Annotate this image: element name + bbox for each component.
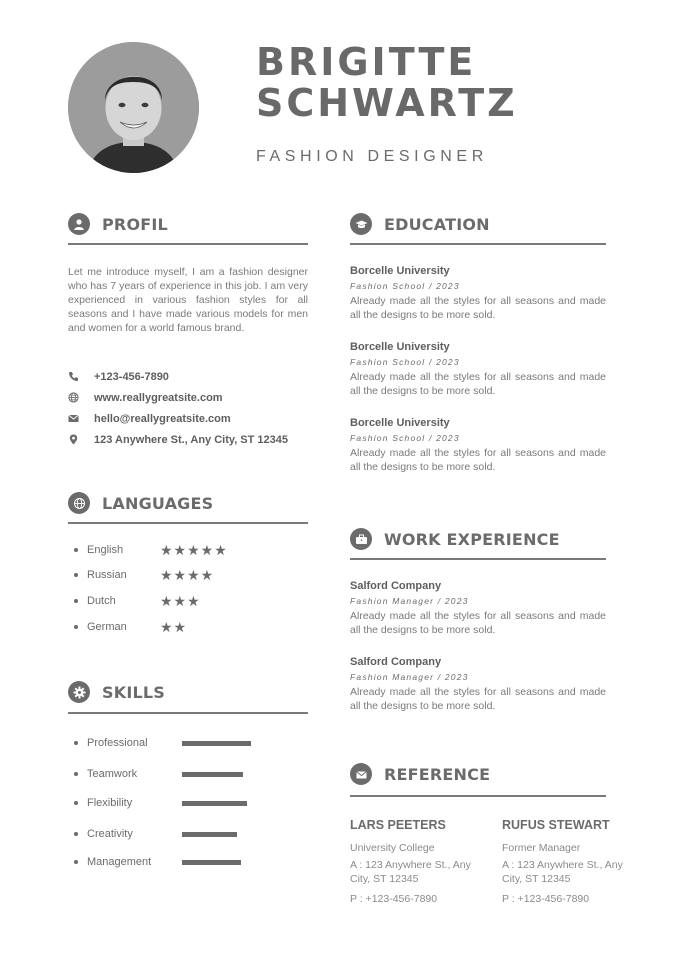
skill-name: Professional <box>87 737 148 749</box>
work-heading: WORK EXPERIENCE <box>384 529 560 549</box>
skills-section <box>68 680 308 714</box>
language-name: Dutch <box>87 595 116 607</box>
languages-divider <box>68 522 308 524</box>
entry-description: Already made all the styles for all seasons and made all the designs to be more sold. <box>350 446 606 473</box>
job-title: FASHION DESIGNER <box>256 148 488 165</box>
contact-address <box>68 429 308 450</box>
entry-description: Already made all the styles for all seasons and made all the designs to be more sold. <box>350 294 606 321</box>
reference-section <box>350 762 606 797</box>
entry-title: Borcelle University <box>350 264 450 277</box>
bullet <box>74 625 78 629</box>
entry-title: Salford Company <box>350 579 442 592</box>
skills-heading: SKILLS <box>102 682 165 702</box>
entry-subtitle: Fashion Manager / 2023 <box>350 595 469 606</box>
skill-track <box>182 801 262 806</box>
skill-name: Flexibility <box>87 797 133 809</box>
candidate-name <box>256 42 518 124</box>
entry-title: Borcelle University <box>350 416 450 429</box>
education-divider <box>350 243 606 245</box>
phone-icon <box>68 371 79 382</box>
reference-heading: REFERENCE <box>384 764 491 784</box>
reference-address: A : 123 Anywhere St., Any City, ST 12345 <box>502 859 623 885</box>
graduation-cap-icon <box>350 213 372 235</box>
work-entry <box>350 580 606 637</box>
language-item <box>68 591 308 611</box>
skill-bar <box>182 832 237 837</box>
education-section <box>350 212 606 474</box>
name-line-2: SCHWARTZ <box>256 81 518 125</box>
skills-header <box>68 680 308 704</box>
reference-header <box>350 762 606 786</box>
envelope-icon <box>350 763 372 785</box>
entry-title: Borcelle University <box>350 340 450 353</box>
language-rating: ★★ <box>160 618 188 635</box>
languages-heading: LANGUAGES <box>102 493 214 513</box>
skill-item <box>68 733 308 753</box>
skills-list <box>68 733 308 872</box>
bullet <box>74 741 78 745</box>
reference-address: A : 123 Anywhere St., Any City, ST 12345 <box>350 859 471 885</box>
entry-description: Already made all the styles for all seasons and made all the designs to be more sold. <box>350 370 606 397</box>
entry-subtitle: Fashion Manager / 2023 <box>350 671 469 682</box>
reference-card <box>350 818 490 906</box>
portrait-image <box>68 42 199 173</box>
work-header <box>350 527 606 551</box>
skill-bar <box>182 860 241 865</box>
reference-divider <box>350 795 606 797</box>
entry-description: Already made all the styles for all seasons and made all the designs to be more sold. <box>350 685 606 712</box>
language-name: English <box>87 544 124 556</box>
bullet <box>74 573 78 577</box>
skill-item <box>68 852 308 872</box>
skill-item <box>68 764 308 784</box>
bullet <box>74 801 78 805</box>
skills-divider <box>68 712 308 714</box>
skill-track <box>182 860 262 865</box>
reference-name: LARS PEETERS <box>350 818 446 832</box>
language-item <box>68 617 308 637</box>
reference-org: Former Manager <box>502 842 581 854</box>
skill-bar <box>182 741 251 746</box>
briefcase-icon <box>350 528 372 550</box>
work-entry <box>350 656 606 713</box>
skill-item <box>68 824 308 844</box>
name-line-1: BRIGITTE <box>256 40 477 84</box>
globe-icon <box>68 492 90 514</box>
profile-section <box>68 212 308 335</box>
skill-name: Teamwork <box>87 768 138 780</box>
profile-divider <box>68 243 308 245</box>
email-text[interactable]: hello@reallygreatsite.com <box>94 412 231 425</box>
location-pin-icon <box>68 434 79 445</box>
reference-name: RUFUS STEWART <box>502 818 610 832</box>
reference-card <box>502 818 642 906</box>
skill-name: Management <box>87 856 152 868</box>
skill-track <box>182 832 262 837</box>
education-entry <box>350 417 606 474</box>
bullet <box>74 860 78 864</box>
skill-track <box>182 772 262 777</box>
language-name: German <box>87 621 127 633</box>
language-rating: ★★★ <box>160 592 201 609</box>
mail-icon <box>68 413 79 424</box>
website-text[interactable]: www.reallygreatsite.com <box>94 391 223 404</box>
bullet <box>74 599 78 603</box>
profile-text: Let me introduce myself, I am a fashion designer who has 7 years of experience in this job. I am very experienced in various fashion styles for all seasons and I have made various models for men and women for a world famous brand. <box>68 265 308 334</box>
entry-subtitle: Fashion School / 2023 <box>350 280 460 291</box>
education-heading: EDUCATION <box>384 214 490 234</box>
skill-bar <box>182 772 243 777</box>
bullet <box>74 548 78 552</box>
entry-subtitle: Fashion School / 2023 <box>350 432 460 443</box>
user-icon <box>68 213 90 235</box>
skill-bar <box>182 801 247 806</box>
entry-subtitle: Fashion School / 2023 <box>350 356 460 367</box>
skill-track <box>182 741 262 746</box>
profile-heading: PROFIL <box>102 214 168 234</box>
entry-title: Salford Company <box>350 655 442 668</box>
education-entry <box>350 341 606 398</box>
skill-item <box>68 793 308 813</box>
phone-text: +123-456-7890 <box>94 370 169 383</box>
contact-email <box>68 408 308 429</box>
contact-list <box>68 366 308 450</box>
language-item <box>68 565 308 585</box>
bullet <box>74 832 78 836</box>
entry-description: Already made all the styles for all seasons and made all the designs to be more sold. <box>350 609 606 636</box>
globe-icon <box>68 392 79 403</box>
language-rating: ★★★★★ <box>160 541 228 558</box>
profile-photo <box>68 42 199 173</box>
skill-name: Creativity <box>87 828 133 840</box>
profile-header <box>68 212 308 236</box>
languages-header <box>68 491 308 515</box>
languages-list <box>68 540 308 637</box>
education-header <box>350 212 606 236</box>
reference-phone: P : +123-456-7890 <box>350 893 438 905</box>
work-divider <box>350 558 606 560</box>
language-item <box>68 540 308 560</box>
contact-phone <box>68 366 308 387</box>
reference-phone: P : +123-456-7890 <box>502 893 590 905</box>
languages-section <box>68 491 308 524</box>
education-entry <box>350 265 606 322</box>
language-name: Russian <box>87 569 127 581</box>
bullet <box>74 772 78 776</box>
gear-icon <box>68 681 90 703</box>
contact-website <box>68 387 308 408</box>
address-text: 123 Anywhere St., Any City, ST 12345 <box>94 433 289 446</box>
reference-org: University College <box>350 842 435 854</box>
work-section <box>350 527 606 713</box>
language-rating: ★★★★ <box>160 566 215 583</box>
